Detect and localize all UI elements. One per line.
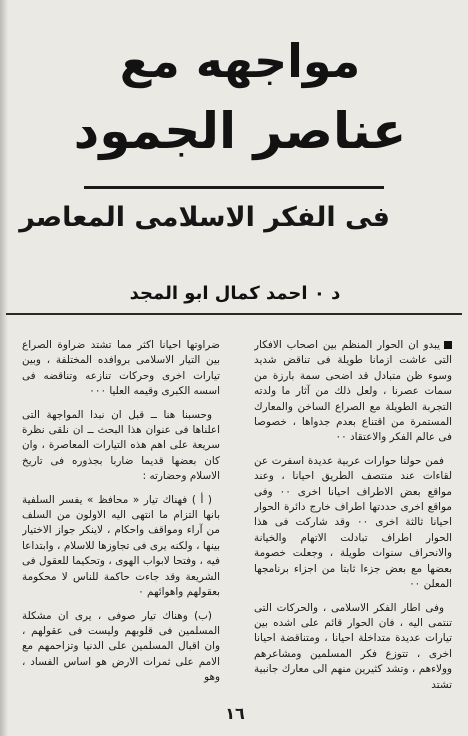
paragraph-text: يبدو ان الحوار المنظم بين اصحاب الافكار التى عاشت ازمانا طويلة فى تناقض شديد وسوء ظن متبادل قد اضحى سمة بارزة من سمات عصرنا ، ولعل ذلك من آثار ما ولدته التجربة الطويلة مع الصراع الساخن والمعارك المستمرة من اقتناع بعدم جدواها ، خصوصا فى عالم الفكر والاعتقاد ٠٠ bbox=[254, 339, 452, 444]
paragraph: فمن حولنا حوارات عربية عديدة اسفرت عن لقاءات عند منتصف الطريق احيانا ، وعند مواقع بعض الاطراف احيانا اخرى ٠٠ وفى مواقع اخرى حددتها اطراف خارج دائرة الحوار احيانا ثالثة اخرى ٠٠ وقد شاركت فى هذا الحوار اطراف تبادلت الاتهام والخيانة والانحراف سنوات طويلة ، وجعلت خصومة بعضها مع بعض جزءا ثابتا من اجزاء برنامجها المعلن ٠٠ bbox=[254, 454, 452, 591]
right-text-column bbox=[254, 338, 452, 696]
article-title-line-2: عناصر الجمود bbox=[73, 102, 407, 160]
article-subtitle: فى الفكر الاسلامى المعاصر bbox=[19, 202, 390, 233]
paragraph: (ب) وهناك تيار صوفى ، يرى ان مشكلة المسلمين فى قلوبهم وليست فى عقولهم ، وان اقبال المسلمين على الدنيا وتزاحمهم مع الامم على ثمرات الارض هو اساس الفساد ، وهو bbox=[22, 609, 220, 684]
paragraph: وحسبنا هنا ــ قبل ان نبدا المواجهة التى اعلناها فى عنوان هذا البحث ــ ان نلقى نظرة سريعة على اهم هذه التيارات المعاصرة ، وان كان بعضها قديما ضاربا بجذوره فى تاريخ الاسلام وحضارته : bbox=[22, 408, 220, 483]
page-number: ١٦ bbox=[225, 704, 245, 723]
title-divider bbox=[84, 186, 384, 189]
paragraph-start-square-icon bbox=[444, 341, 452, 349]
paragraph: ضراوتها احيانا اكثر مما تشتد ضراوة الصراع بين التيار الاسلامى بروافده المختلفة ، وبين تيارات اخرى وحركات تنازعه وتناقضه فى اسسه الكبرى وقيمه العليا ٠٠٠ bbox=[22, 339, 220, 398]
scan-edge-shadow bbox=[0, 0, 8, 736]
paragraph bbox=[254, 338, 452, 446]
paragraph: وفى اطار الفكر الاسلامى ، والحركات التى تنتمى اليه ، فان الحوار قائم على اشده بين تيارات عديدة متداخلة احيانا ، ومتناقضة احيانا اخرى ، تتوزع فكر المسلمين ومشاعرهم وولاءهم ، وتشد كثيرين منهم الى معارك جانبية تشتد bbox=[254, 601, 452, 691]
left-text-column bbox=[22, 338, 220, 696]
author-divider bbox=[6, 313, 462, 315]
article-title-line-1: مواجهه مع bbox=[119, 34, 361, 88]
author-name: د ٠ احمد كمال ابو المجد bbox=[129, 283, 341, 304]
paragraph: ( أ ) فهناك تيار « محافظ » يفسر السلفية بانها التزام ما انتهى اليه الاولون من السلف من آراء ومواقف واحكام ، لاينكر جواز الاختيار بينها ، ولكنه يرى فى تجاوزها للاسلام ، وابتداعا فيه ، وفتحا لابواب الهوى ، وتحكيما للعقول فى الشريعة وقد جاءت حاكمة للناس لا محكومة بعقولهم واهوائهم ٠ bbox=[22, 493, 220, 599]
